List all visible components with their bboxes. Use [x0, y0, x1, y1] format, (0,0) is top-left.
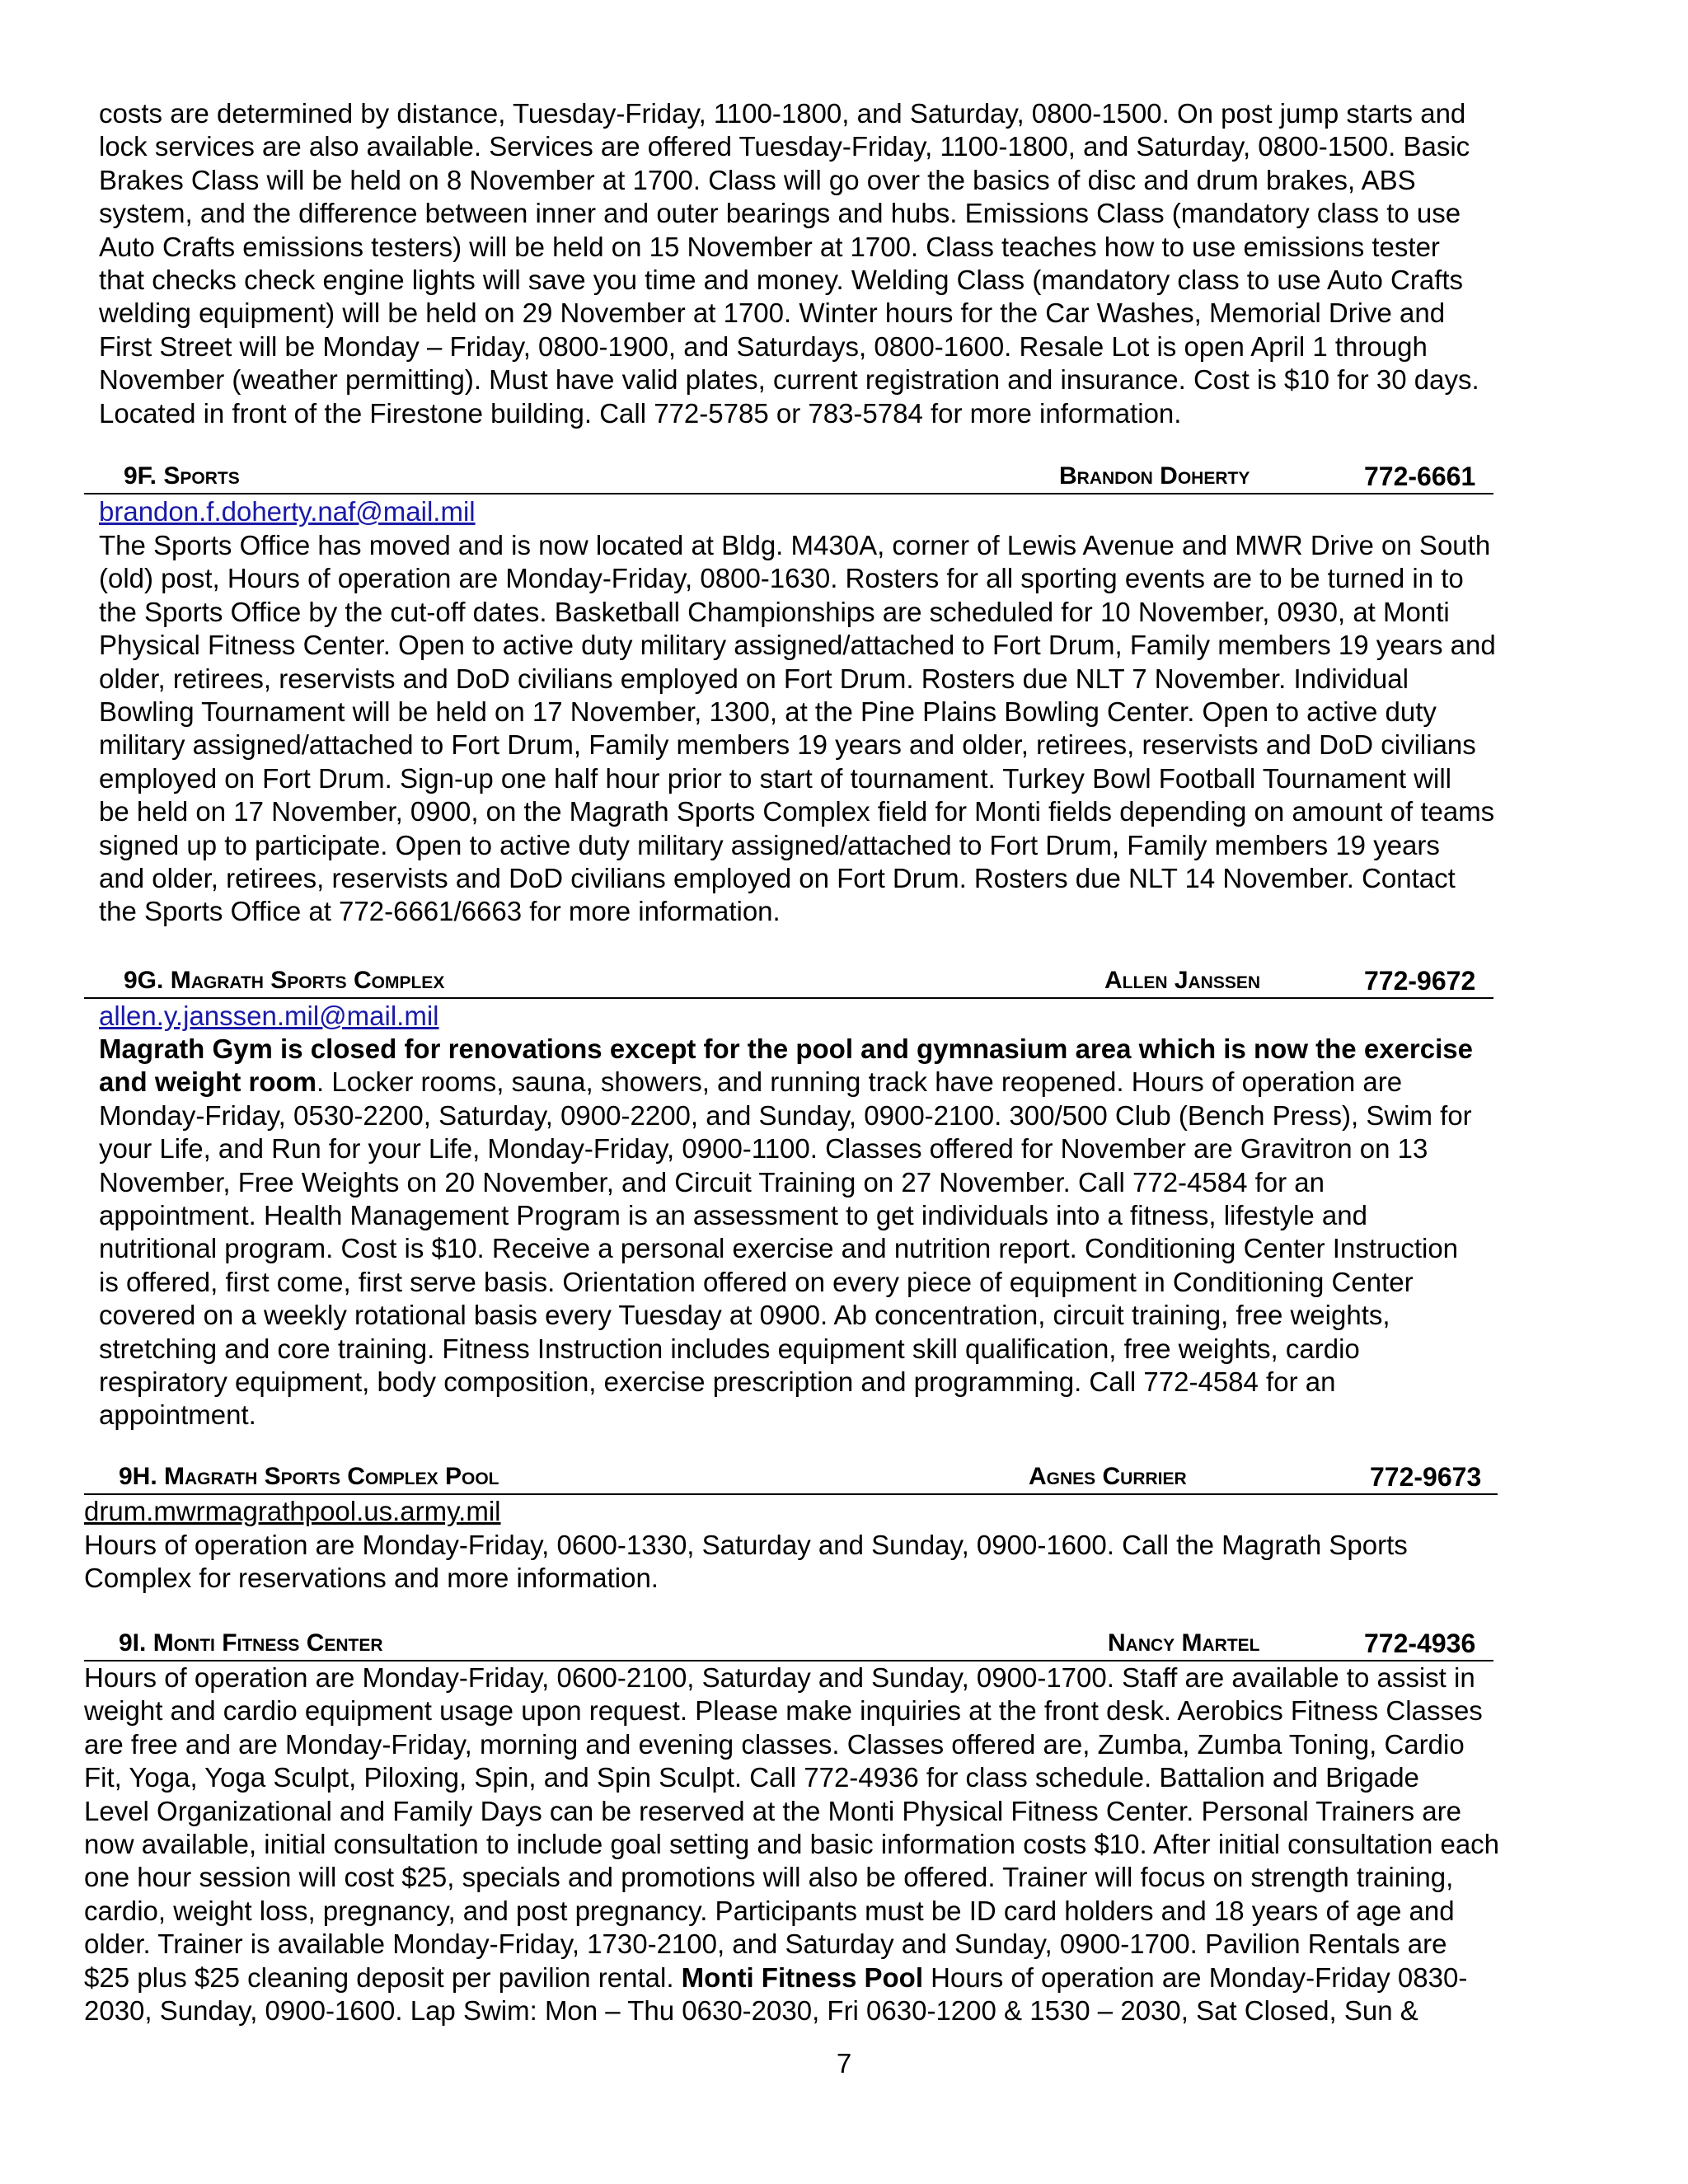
monti-paragraph	[84, 1661, 1634, 2027]
section-header-monti	[84, 1627, 1493, 1661]
contact-name-pool: Agnes Currier	[1029, 1463, 1187, 1490]
email-link-sports[interactable]: brandon.f.doherty.naf@mail.mil	[99, 496, 476, 527]
contact-name-magrath: Allen Janssen	[1104, 967, 1261, 994]
section-title-magrath: 9G. Magrath Sports Complex	[124, 967, 445, 994]
monti-body-b: Hours of operation are Monday-Friday 0830- 2030, Sunday, 0900-1600. Lap Swim: Mon – Thu 0630-2030, Fri 0630-1200 & 1530 – 2030, Sat Closed, Sun &	[84, 1961, 1468, 2027]
contact-phone-pool: 772-9673	[1370, 1462, 1482, 1492]
section-title-sports: 9F. Sports	[124, 462, 240, 490]
page-number: 7	[836, 2048, 852, 2079]
section-title-pool: 9H. Magrath Sports Complex Pool	[119, 1463, 499, 1490]
contact-phone-sports: 772-6661	[1364, 462, 1476, 491]
sports-paragraph: The Sports Office has moved and is now located at Bldg. M430A, corner of Lewis Avenue and MWR Drive on South (old) post, Hours of operation are Monday-Friday, 0800-1630. Rosters for all sporting events are to be turned in to the Sports Office by the cut-off dates. Basketball Championships are scheduled for 10 November, 0930, at Monti Physical Fitness Center. Open to active duty military assigned/attached to Fort Drum, Family members 19 years and older, retirees, reservists and DoD civilians employed on Fort Drum. Rosters due NLT 7 November. Individual Bowling Tournament will be held on 17 November, 1300, at the Pine Plains Bowling Center. Open to active duty military assigned/attached to Fort Drum, Family members 19 years and older, retirees, reservists and DoD civilians employed on Fort Drum. Sign-up one half hour prior to start of tournament. Turkey Bowl Football Tournament will be held on 17 November, 0900, on the Magrath Sports Complex field for Monti fields depending on amount of teams signed up to participate. Open to active duty military assigned/attached to Fort Drum, Family members 19 years and older, retirees, reservists and DoD civilians employed on Fort Drum. Rosters due NLT 14 November. Contact the Sports Office at 772-6661/6663 for more information.	[99, 530, 1496, 927]
contact-name-monti: Nancy Martel	[1108, 1629, 1260, 1657]
contact-phone-monti: 772-4936	[1364, 1629, 1476, 1658]
magrath-paragraph	[99, 1033, 1624, 1432]
magrath-bold-lead: Magrath Gym is closed for renovations except for the pool and gymnasium area which is now the exercise and weight room	[99, 1033, 1473, 1098]
email-link-pool[interactable]: drum.mwrmagrathpool.us.army.mil	[84, 1496, 501, 1526]
monti-body-a: Hours of operation are Monday-Friday, 0600-2100, Saturday and Sunday, 0900-1700. Staff are available to assist in weight and cardio equipment usage upon request. Please make inquiries at the front desk. Aerobics Fitness Classes are free and are Monday-Friday, morning and evening classes. Classes offered are, Zumba, Zumba Toning, Cardio Fit, Yoga, Yoga Sculpt, Piloxing, Spin, and Spin Sculpt. Call 772-4936 for class schedule. Battalion and Brigade Level Organizational and Family Days can be reserved at the Monti Physical Fitness Center. Personal Trainers are now available, initial consultation to include goal setting and basic information costs $10. After initial consultation each one hour session will cost $25, specials and promotions will also be offered. Trainer will focus on strength training, cardio, weight loss, pregnancy, and post pregnancy. Participants must be ID card holders and 18 years of age and older. Trainer is available Monday-Friday, 1730-2100, and Saturday and Sunday, 0900-1700. Pavilion Rentals are $25 plus $25 cleaning deposit per pavilion rental.	[84, 1662, 1500, 1993]
auto-crafts-continuation: costs are determined by distance, Tuesday-Friday, 1100-1800, and Saturday, 0800-1500. On post jump starts and lock services are also available. Services are offered Tuesday-Friday, 1100-1800, and Saturday, 0800-1500. Basic Brakes Class will be held on 8 November at 1700. Class will go over the basics of disc and drum brakes, ABS system, and the difference between inner and outer bearings and hubs. Emissions Class (mandatory class to use Auto Crafts emissions testers) will be held on 15 November at 1700. Class teaches how to use emissions tester that checks check engine lights will save you time and money. Welding Class (mandatory class to use Auto Crafts welding equipment) will be held on 29 November at 1700. Winter hours for the Car Washes, Memorial Drive and First Street will be Monday – Friday, 0800-1900, and Saturdays, 0800-1600. Resale Lot is open April 1 through November (weather permitting). Must have valid plates, current registration and insurance. Cost is $10 for 30 days. Located in front of the Firestone building. Call 772-5785 or 783-5784 for more information.	[99, 98, 1479, 429]
section-header-sports	[84, 460, 1493, 494]
monti-pool-bold: Monti Fitness Pool	[681, 1961, 923, 1993]
pool-paragraph: Hours of operation are Monday-Friday, 0600-1330, Saturday and Sunday, 0900-1600. Call the Magrath Sports Complex for reservations and more information.	[84, 1530, 1408, 1594]
magrath-body: . Locker rooms, sauna, showers, and running track have reopened. Hours of operation are Monday-Friday, 0530-2200, Saturday, 0900-2200, and Sunday, 0900-2100. 300/500 Club (Bench Press), Swim for your Life, and Run for your Life, Monday-Friday, 0900-1100. Classes offered for November are Gravitron on 13 November, Free Weights on 20 November, and Circuit Training on 27 November. Call 772-4584 for an appointment. Health Management Program is an assessment to get individuals into a fitness, lifestyle and nutritional program. Cost is $10. Receive a personal exercise and nutrition report. Conditioning Center Instruction is offered, first come, first serve basis. Orientation offered on every piece of equipment in Conditioning Center covered on a weekly rotational basis every Tuesday at 0900. Ab concentration, circuit training, free weights, stretching and core training. Fitness Instruction includes equipment skill qualification, free weights, cardio respiratory equipment, body composition, exercise prescription and programming. Call 772-4584 for an appointment.	[99, 1066, 1472, 1431]
section-header-magrath	[84, 964, 1493, 999]
contact-name-sports: Brandon Doherty	[1059, 462, 1250, 490]
section-title-monti: 9I. Monti Fitness Center	[119, 1629, 383, 1657]
section-header-pool	[84, 1460, 1498, 1495]
email-link-magrath[interactable]: allen.y.janssen.mil@mail.mil	[99, 1001, 439, 1031]
contact-phone-magrath: 772-9672	[1364, 966, 1476, 996]
